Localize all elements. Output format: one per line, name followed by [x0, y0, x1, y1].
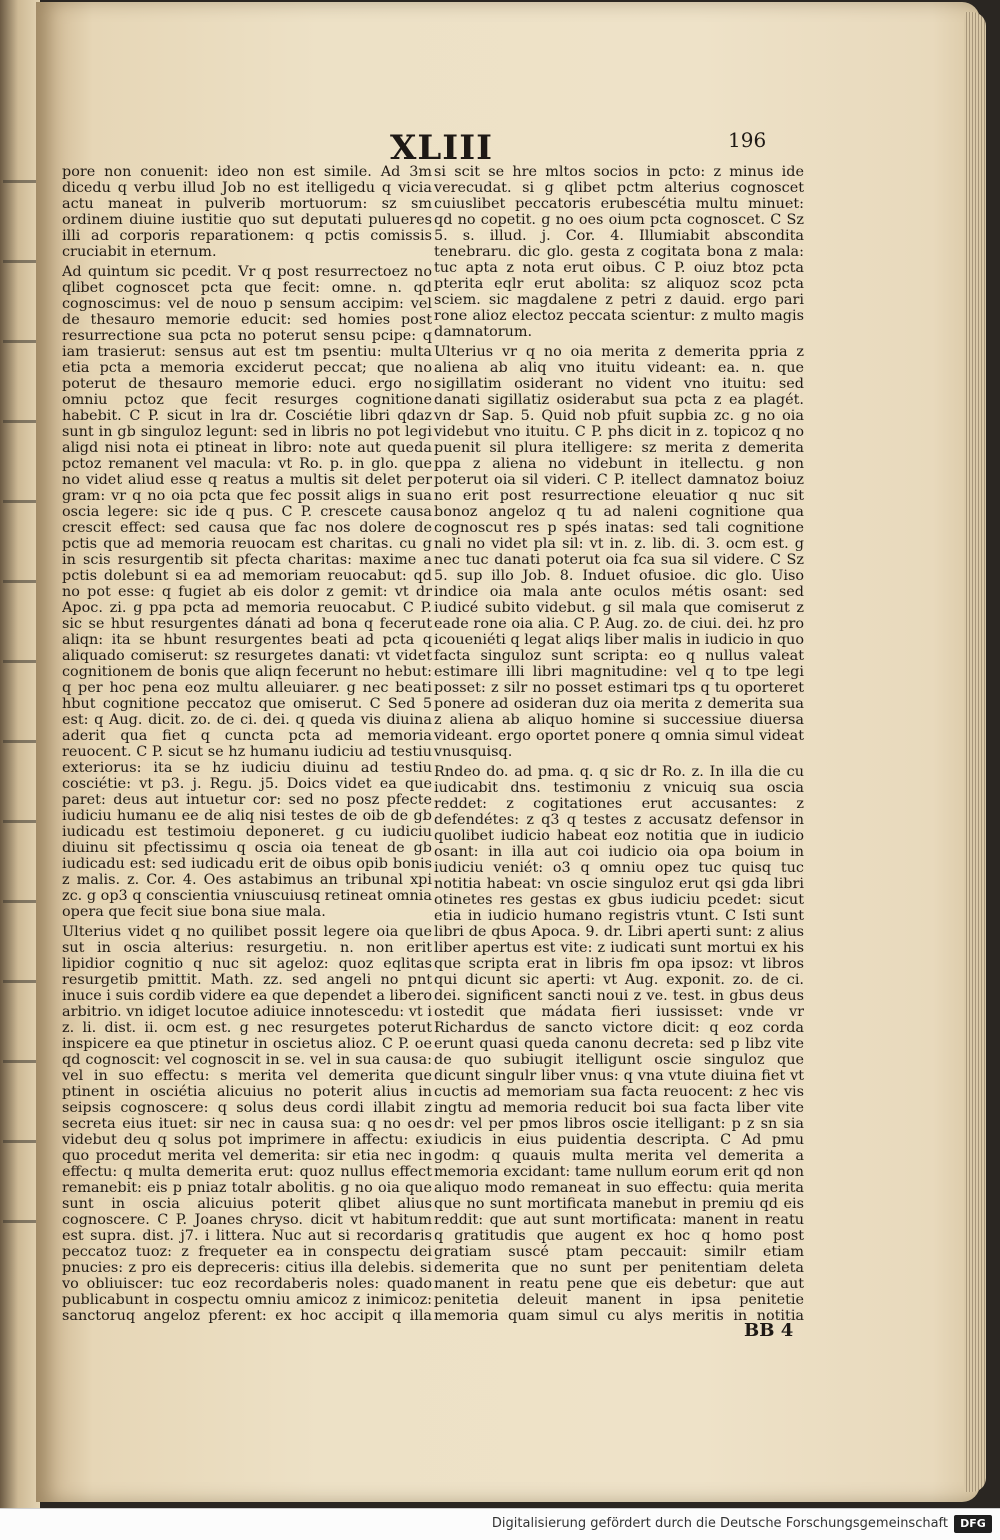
- text-column-right: [434, 164, 804, 1324]
- paragraph: Rndeo do. ad pma. q. q sic dr Ro. z. In illa die cu iudicabit dns. testimoniu z vnicuiq sua oscia reddet: z cogitationes erut accusantes: z defendétes: z q3 q testes z accusatz defensor in quolibet iudicio habeat eoz notitia que in iudicio osant: in illa aut coi iudicio oia opa boium in iudiciu veniét: o3 q omniu opez tuc quisq tuc notitia habeat: vn oscie singuloz erut qsi gda libri otinetes res gestas ex gbus iudiciu pcedet: sicut etia in iudicio humano registris vtunt. C Isti sunt libri de qbus Apoca. 9. dr. Libri aperti sunt: z alius liber apertus est vite: z iudicati sunt mortui ex his que scripta erat in libris fm opa ipsoz: vt libros qui dicunt sic aperti: vt Aug. exponit. zo. de ci. dei. significent sancti noui z ve. test. in gbus deus ostedit que mádata fieri iussisset: vnde vr Richardus de sancto victore dicit: q eoz corda erunt quasi queda canonu decreta: sed p libz vite de quo subiugit itelligunt oscie singuloz que dicunt singulr liber vnus: q vna vtute diuina fiet vt cuctis ad memoriam sua facta reuocent: z hec vis ingtu ad memoria reducit boi sua facta liber vite dr: vel per pmos libros oscie itelligant: p z sn sia iudicis in eius puidentia descripta. C Ad pmu godm: q quauis multa merita vel demerita a memoria excidant: tame nullum eorum erit qd non aliquo modo remaneat in suo effectu: quia merita que no sunt mortificata manebut in premiu qd eis reddit: que aut sunt mortificata: manent in reatu q gratitudis que augent ex hoc q homo post gratiam suscé ptam peccauit: similr etiam demerita que no sunt per penitentiam deleta manent in reatu pene que eis debetur: que aut penitetia deleuit manent in ipsa penitetie memoria quam simul cu alys meritis in notitia: [434, 764, 804, 1324]
- paragraph: Ad quintum sic pcedit. Vr q post resurrectoez no qlibet cognoscet pcta que fecit: omne. n. qd cognoscimus: vel de nouo p sensum accipim: vel de thesauro memorie educit: sed homies post resurrectione sua pcta no poterut sensu pcipe: q iam trasierut: sensus aut est tm psentiu: multa etia pcta a memoria exciderut peccat; que no poterut de thesauro memorie educi. ergo no omniu pctoz que fecit resurges cognitione habebit. C P. sicut in lra dr. Cosciétie libri qdaz sunt in gb singuloz legunt: sed in libris no pot legi aligd nisi nota ei ptineat in libro: note aut queda pctoz remanent vel macula: vt Ro. p. in glo. que no videt aliud esse q reatus a multis sit delet per gram: vr q no oia pcta que fec possit aligs in sua oscia legere: sic ide q pus. C P. crescete causa crescit effect: sed causa que fac nos dolere de pctis que ad memoria reuocam est charitas. cu g in scis resurgentib sit pfecta charitas: maxime a pctis dolebunt si ea ad memoriam reuocabut: qd no pot esse: q fugiet ab eis dolor z gemit: vt dr Apoc. zi. g ppa pcta ad memoria reuocabut. C P. sic se hbut resurgentes dánati ad bona q fecerut aliqn: ita se hbunt resurgentes beati ad pcta q aliquado comiserut: sz resurgetes danati: vt videt cognitionem de bonis que aliqn fecerunt no hebut: q per hoc pena eoz multu alleuiarer. g nec beati hbut cognitione peccatoz que omiserut. C Sed 5 est: q Aug. dicit. zo. de ci. dei. q queda vis diuina aderit qua fiet q cuncta pcta ad memoria reuocent. C P. sicut se hz humanu iudiciu ad testiu exteriorus: ita se hz iudiciu diuinu ad testiu cosciétie: vt p3. j. Regu. j5. Doics videt ea que paret: deus aut intuetur cor: sed no posz pfecte iudiciu humanu ee de aliq nisi testes de oib de gb iudicadu est testimoiu deponeret. g cu iudiciu diuinu sit pfectissimu q oscia oia teneat de gb iudicadu est: sed iudicadu erit de oibus opib bonis z malis. z. Cor. 4. Oes astabimus an tribunal xpi zc. g op3 q conscientia vniuscuiusq retineat omnia opera que fecit siue bona siue mala.: [62, 264, 432, 920]
- digitization-footer: [0, 1508, 1000, 1540]
- facing-page-edge: [0, 0, 40, 1508]
- dfg-logo: DFG: [954, 1515, 992, 1533]
- page-edges: [964, 12, 986, 1492]
- footer-credit: Digitalisierung gefördert durch die Deutsche Forschungsgemeinschaft: [491, 1516, 948, 1531]
- paragraph: pore non conuenit: ideo non est simile. Ad 3m dicedu q verbu illud Job no est itelligedu q vicia actu maneat in pulverib mortuorum: sz sm ordinem diuine iustitie quo sut deputati pulueres illi ad corporis reparationem: q pctis comissis cruciabit in eternum.: [62, 164, 432, 260]
- running-title: XLIII: [390, 128, 493, 168]
- paragraph: si scit se hre mltos socios in pcto: z minus ide verecudat. si g qlibet pctm alterius cognoscet cuiuslibet peccatoris erubescétia multu minuet: qd no copetit. g no oes oium pcta cognoscet. C Sz 5. s. illud. j. Cor. 4. Illumiabit abscondita tenebraru. dic glo. gesta z cogitata bona z mala: tuc apta z nota erut oibus. C P. oiuz btoz pcta pterita eqlr erut abolita: sz aliquoz scoz pcta sciem. sic magdalene z petri z dauid. ergo pari rone alioz electoz peccata scientur: z multo magis damnatorum.: [434, 164, 804, 340]
- text-column-left: [62, 164, 432, 1324]
- paragraph: Ulterius videt q no quilibet possit legere oia que sut in oscia alterius: resurgetiu. n. non erit lipidior cognitio q nuc sit ageloz: quoz eqlitas resurgetib pmittit. Math. zz. sed angeli no pnt inuce i suis cordib videre ea que dependet a libero arbitrio. vn idiget locutoe adiuice innotescedu: vt i z. li. dist. ii. ocm est. g nec resurgetes poterut inspicere ea que ptinetur in oscietus alioz. C P. oe qd cognoscit: vel cognoscit in se. vel in sua causa: vel in suo effectu: s merita vel demerita que ptinent in osciétia alicuius no poterit alius in seipsis cognoscere: q solus deus cordi illabit z secreta eius ituet: sir nec in causa sua: q no oes videbut deu q solus pot imprimere in affectu: ex quo procedut merita vel demerita: sir etia nec in effectu: q multa demerita erut: quoz nullus effect remanebit: eis p pniaz totalr abolitis. g no oia que sunt in oscia alicuius poterit qlibet alius cognoscere. C P. Joanes chryso. dicit vt habitum est supra. dist. j7. i littera. Nuc aut si recordaris peccatoz tuoz: z frequeter ea in conspectu dei pnucies: z pro eis depreceris: citius illa delebis. si vo obliuiscer: tuc eoz recordaberis noles: quado publicabunt in cospectu omniu amicoz z inimicoz: sanctoruq angeloz pferent: ex hoc accipit q illa: [62, 924, 432, 1324]
- folio-number: 196: [728, 128, 767, 152]
- paragraph: Ulterius vr q no oia merita z demerita ppria z aliena ab aliq vno ituitu videant: ea. n. que sigillatim osiderant no vident vno ituitu: sed danati sigillatiz osiderabut sua pcta z ea plagét. vn dr Sap. 5. Quid nob pfuit supbia zc. g no oia videbut vno ituitu. C P. phs dicit in z. topicoz q no puenit sil plura itelligere: sz merita z demerita ppa z aliena no videbunt in itellectu. g non poterut oia sil videri. C P. itellect damnatoz boiuz no erit post resurrectione eleuatior q nuc sit bonoz angeloz q tu ad naleni cognitione qua cognoscut res p spés inatas: sed tali cognitione nali no videt pla sil: vt in. z. lib. di. 3. ocm est. g nec tuc danati poterut oia fca sua sil videre. C Sz 5. sup illo Job. 8. Induet ofusioe. dic glo. Uiso indice oia mala ante oculos métis osant: sed iudicé subito videbut. g sil mala que comiserut z eade rone oia alia. C P. Aug. zo. de ciui. dei. hz pro icoueniéti q legat aliqs liber malis in iudicio in quo facta singuloz sunt scripta: eo q nullus valeat estimare illi libri magnitudine: vel q to tpe legi posset: z silr no posset estimari tps q tu oporteret ponere ad osideran duz oia merita z demerita sua z aliena ab aliquo homine si successiue diuersa videant. ergo oportet ponere q omnia simul videat vnusquisq.: [434, 344, 804, 760]
- signature-mark: BB 4: [744, 1320, 794, 1341]
